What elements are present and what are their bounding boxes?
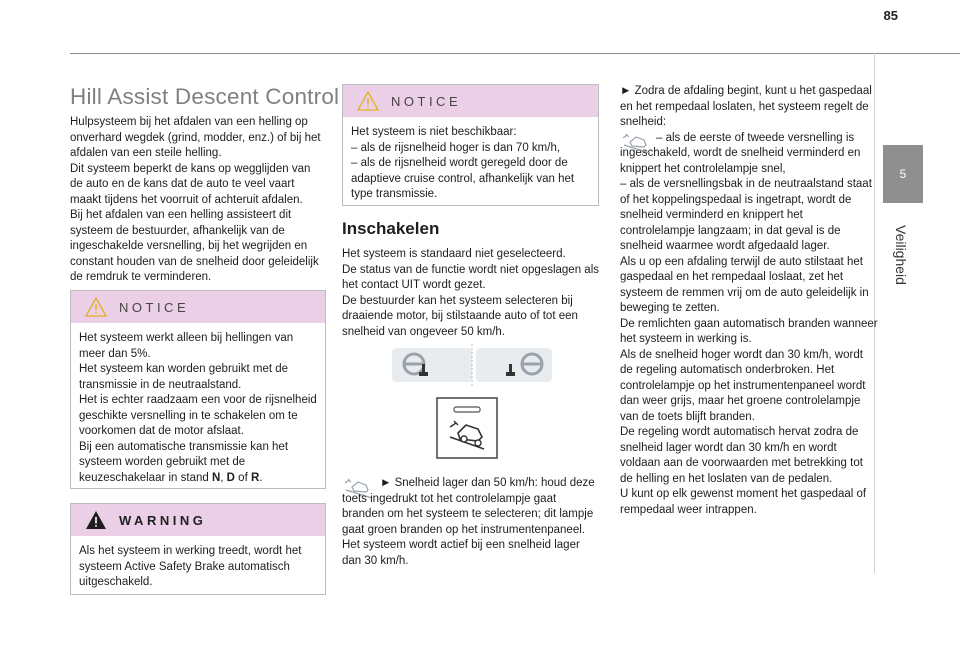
chapter-tab[interactable]: 5 (883, 145, 923, 203)
paragraph: Het systeem wordt actief bij een snelheid lager dan 30 km/h. (342, 539, 580, 567)
paragraph: Dit systeem beperkt de kans op wegglijden van de auto en de kans dat de auto te veel vaart maakt tijdens het voorruit of achteruit afdalen. (70, 162, 311, 206)
notice-line: Het is echter raadzaam een voor de rijsnelheid geschikte versnelling in te schakelen om te voorkomen dat de motor afslaat. (79, 394, 317, 437)
notice-header (71, 291, 325, 323)
warning-triangle-icon (85, 297, 107, 317)
paragraph: De remlichten gaan automatisch branden wanneer het systeem in werking is. (620, 317, 878, 345)
warning-triangle-icon (357, 91, 379, 111)
instrument-panel-illustration (392, 344, 552, 388)
warning-box (70, 503, 326, 595)
notice-line: Het systeem is niet beschikbaar: (351, 126, 517, 138)
notice-body (343, 117, 598, 211)
chapter-label: Veiligheid (893, 225, 909, 285)
lever-icon (419, 372, 428, 376)
notice-line-text: Bij een automatische transmissie kan het systeem worden gebruikt met de keuzeschakelaar in stand (79, 440, 289, 484)
gear-r: R (250, 471, 260, 484)
dash-item: – als de eerste of tweede versnelling is ingeschakeld, wordt de snelheid verminderd en knippert het controlelampje snel, (620, 131, 861, 175)
notice-box (70, 290, 326, 489)
notice-box (342, 84, 599, 206)
notice-title: NOTICE (391, 94, 462, 109)
notice-line: Het systeem werkt alleen bij hellingen van meer dan 5%. (79, 332, 294, 360)
paragraph: Het systeem is standaard niet geselecteerd. (342, 248, 566, 260)
notice-line: – als de rijsnelheid hoger is dan 70 km/h, (351, 141, 561, 154)
paragraph: Bij het afdalen van een helling assisteert dit systeem de bestuurder, afhankelijk van de ingeschakelde versnelling, bij het wegrijden en constant houden van de snelheid door geleidelijk de remdruk te verminderen. (70, 209, 319, 283)
dash-item: – als de versnellingsbak in de neutraalstand staat of het koppelingspedaal is ingetrapt, wordt de snelheid verminderd en knippert het controlelampje langzaam; in dat geval is de snelheid waarmee wordt afgedaald lager. (620, 178, 872, 252)
warning-body: Als het systeem in werking treedt, wordt het systeem Active Safety Brake automatisch uitgeschakeld. (79, 545, 302, 588)
notice-line: Het systeem kan worden gebruikt met de transmissie in de neutraalstand. (79, 363, 289, 391)
hill-descent-button-icon[interactable] (436, 397, 498, 459)
intro-text (70, 115, 325, 286)
page-number: 85 (883, 8, 898, 23)
notice-title: NOTICE (119, 300, 190, 315)
lever-icon (509, 364, 512, 372)
notice-body (71, 323, 325, 494)
activation-text (342, 247, 600, 340)
paragraph: De status van de functie wordt niet opgeslagen als het contact UIT wordt gezet. (342, 263, 599, 291)
hill-descent-lamp-icon (620, 131, 654, 155)
step-paragraph: ► Snelheid lager dan 50 km/h: houd deze toets ingedrukt tot het controlelampje gaat branden om het systeem te selecteren; dit lampje gaat groen branden op het instrumentenpaneel. (342, 477, 595, 536)
gear-n: N (211, 471, 221, 484)
subsection-heading: Inschakelen (342, 219, 440, 238)
warning-triangle-icon (85, 510, 107, 530)
warning-title: WARNING (119, 513, 207, 528)
notice-line (79, 440, 317, 487)
notice-header (343, 85, 598, 117)
separator: , (220, 471, 227, 484)
paragraph: Als de snelheid hoger wordt dan 30 km/h, wordt de regeling automatisch onderbroken. Het controlelampje op het instrumentenpaneel wordt dan weer grijs, maar het groene controlelampje van de toets blijft branden. (620, 348, 866, 423)
lever-icon (506, 372, 515, 376)
paragraph: De bestuurder kan het systeem selecteren bij draaiende motor, bij stilstaande auto of tot een snelheid van ongeveer 50 km/h. (342, 294, 578, 338)
period: . (259, 471, 263, 484)
step-text (342, 476, 600, 569)
paragraph: Hulpsysteem bij het afdalen van een helling op onverhard wegdek (grind, modder, enz.) of bij het afdalen van een steile helling. (70, 116, 321, 159)
paragraph: Als u op een afdaling terwijl de auto stilstaat het gaspedaal en het rempedaal loslaat, zet het systeem de remmen vrij om de auto geleidelijk in beweging te zetten. (620, 255, 869, 314)
lever-icon (422, 364, 425, 372)
gear-d: D (226, 471, 235, 484)
right-column-text (620, 84, 878, 518)
notice-line: – als de rijsnelheid wordt geregeld door de adaptieve cruise control, afhankelijk van het type transmissie. (351, 157, 575, 200)
paragraph: U kunt op elk gewenst moment het gaspedaal of rempedaal weer intrappen. (620, 488, 867, 516)
header-rule (70, 53, 960, 54)
section-title: Hill Assist Descent Control (70, 84, 340, 109)
step-paragraph: ► Zodra de afdaling begint, kunt u het gaspedaal en het rempedaal loslaten, het systeem regelt de snelheid: (620, 85, 872, 128)
separator: of (234, 471, 251, 484)
warning-header (71, 504, 325, 536)
paragraph: De regeling wordt automatisch hervat zodra de snelheid lager wordt dan 30 km/h en wordt voldaan aan de voorwaarden met betrekking tot de helling en het loslaten van de pedalen. (620, 426, 863, 485)
